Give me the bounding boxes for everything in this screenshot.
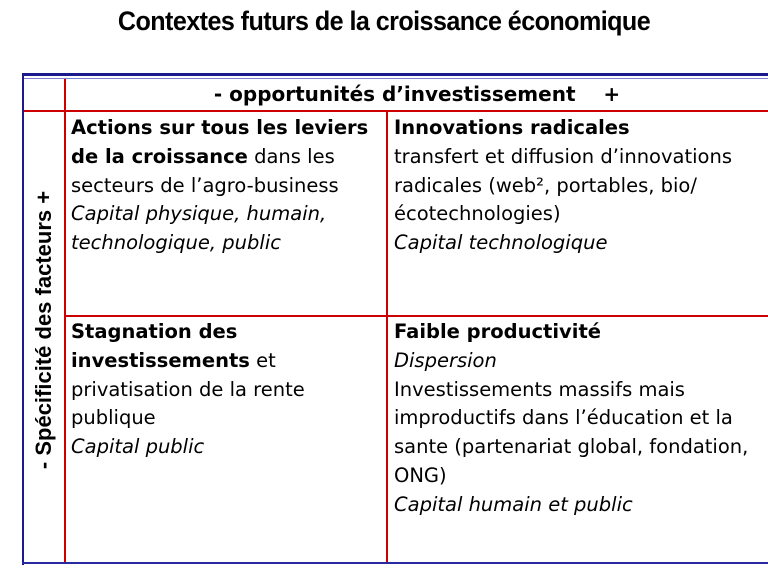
cell-capital: Capital public [71,435,205,459]
cell-capital: Capital humain et public [394,492,633,516]
slide-title: Contextes futurs de la croissance économique [117,6,651,36]
frame-left-line [22,73,24,565]
row-axis-header: - Spécificité des facteurs + [31,190,56,470]
frame-bottom-line [22,562,768,564]
cell-heading: Actions sur tous les leviers de la croissance [71,116,369,168]
frame-top-line [22,73,768,76]
column-axis-header: - opportunités d’investissement + [213,82,621,106]
cell-bottom-right [394,318,766,520]
cell-capital: Capital physique, humain, technologique, public [71,202,327,255]
grid-label-divider [64,79,66,563]
cell-top-left [71,114,383,258]
grid-column-divider [386,112,388,563]
cell-text: Investissements massifs mais improductifs dans l’éducation et la sante (partenariat global, fondation, ONG) [394,377,749,487]
cell-top-right [394,114,766,258]
cell-heading: Stagnation des investissements [71,320,250,372]
grid-row-divider [65,315,768,317]
cell-text: et privatisation de la rente publique [71,348,305,430]
cell-text: dans les secteurs de l’agro-business [71,144,339,197]
frame-top-line-thin [22,78,768,79]
cell-text: transfert et diffusion d’innovations radicales (web², portables, bio/écotechnologies) [394,144,732,226]
cell-heading: Faible productivité [394,320,601,343]
cell-heading: Innovations radicales [394,116,630,139]
cell-capital: Capital technologique [394,231,608,255]
cell-subtitle: Dispersion [394,348,497,372]
cell-bottom-left [71,318,383,462]
grid-header-divider [24,110,768,112]
